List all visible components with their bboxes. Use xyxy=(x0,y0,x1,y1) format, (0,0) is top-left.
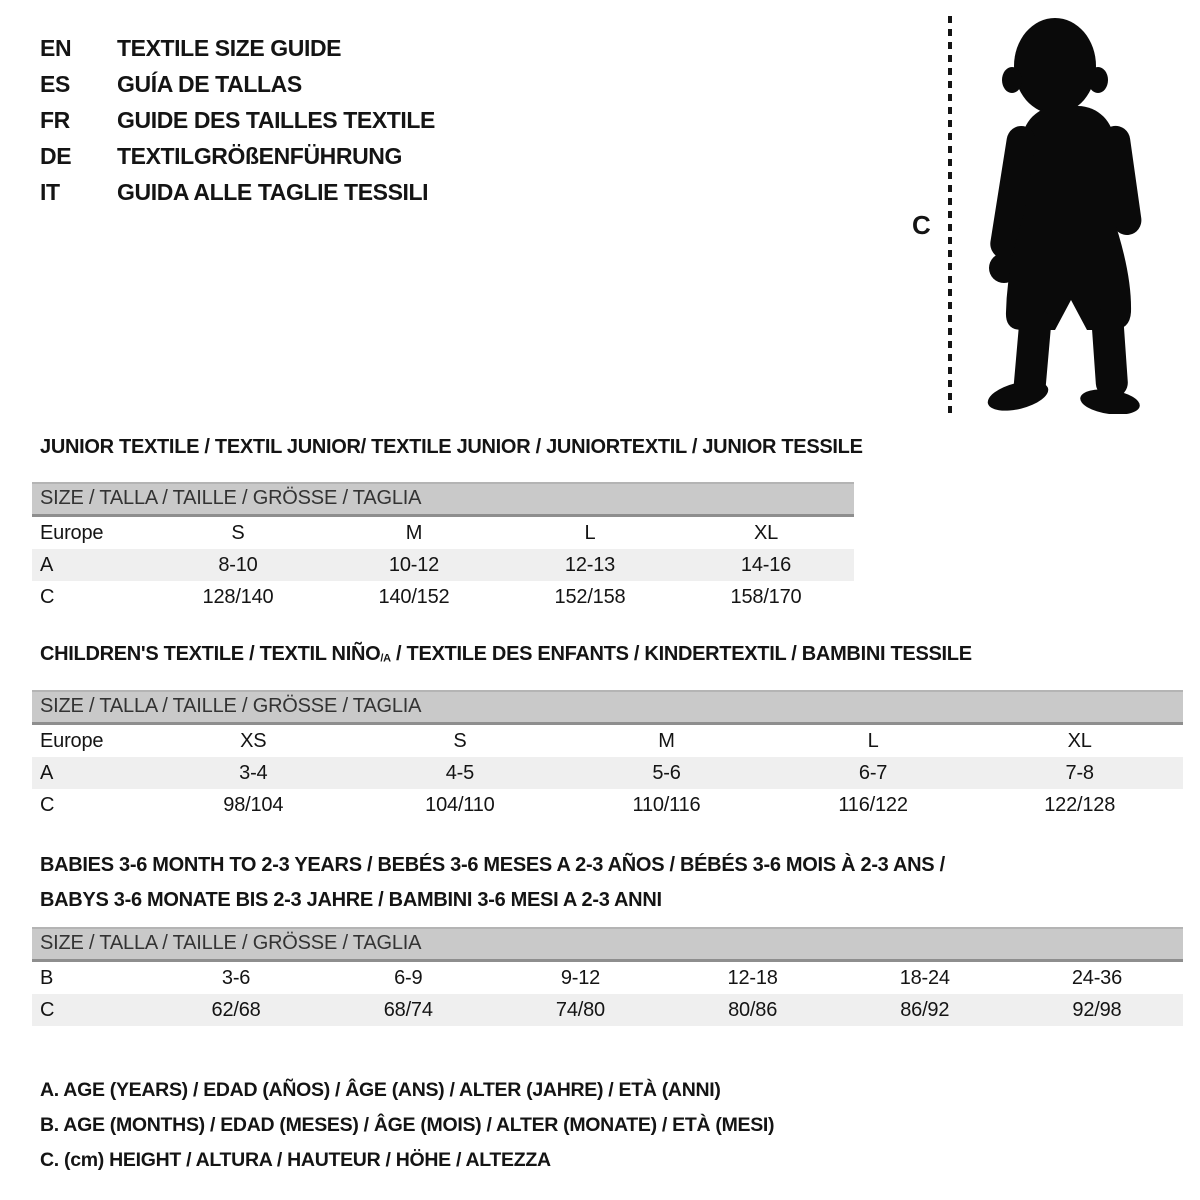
table-row xyxy=(32,517,854,549)
language-code: DE xyxy=(40,143,72,169)
language-row xyxy=(40,66,435,102)
table-row xyxy=(32,549,854,581)
table-cell: 5-6 xyxy=(652,761,681,784)
table-cell: 3-4 xyxy=(239,761,268,784)
section-title-junior xyxy=(40,436,863,458)
table-cell: 9-12 xyxy=(560,966,601,989)
table-cell: 4-5 xyxy=(445,761,475,784)
size-table-babies xyxy=(32,927,1183,1026)
language-title: TEXTILE SIZE GUIDE xyxy=(117,35,342,61)
title-text: BABIES 3-6 MONTH TO 2-3 YEARS / BEBÉS 3-6 MESES A 2-3 AÑOS / BÉBÉS 3-6 MOIS À 2-3 ANS / xyxy=(40,854,945,876)
table-cell: 80/86 xyxy=(728,998,778,1021)
table-cell: 110/116 xyxy=(632,793,701,816)
table-cell: 140/152 xyxy=(378,585,450,608)
section-title-line xyxy=(40,436,863,458)
language-code: FR xyxy=(40,107,70,133)
language-row xyxy=(40,138,435,174)
language-code: IT xyxy=(40,179,60,205)
footnote-line: C. (cm) HEIGHT / ALTURA / HAUTEUR / HÖHE / ALTEZZA xyxy=(40,1149,551,1171)
table-cell: 98/104 xyxy=(223,793,284,816)
row-label: B xyxy=(40,966,54,989)
table-cell: XL xyxy=(1067,729,1092,752)
table-cell: 86/92 xyxy=(900,998,950,1021)
size-header-band: SIZE / TALLA / TAILLE / GRÖSSE / TAGLIA xyxy=(32,690,1183,725)
table-cell: 104/110 xyxy=(425,793,495,816)
title-text: BABYS 3-6 MONATE BIS 2-3 JAHRE / BAMBINI 3-6 MESI A 2-3 ANNI xyxy=(40,889,662,911)
language-code: ES xyxy=(40,71,70,97)
section-title-line xyxy=(40,643,972,669)
language-title: GUÍA DE TALLAS xyxy=(117,71,302,97)
table-cell: 128/140 xyxy=(202,585,274,608)
row-label: C xyxy=(40,793,55,816)
table-cell: 68/74 xyxy=(383,998,433,1021)
table-cell: L xyxy=(584,521,596,544)
table-cell: 14-16 xyxy=(740,553,792,576)
footnotes xyxy=(40,1073,774,1178)
size-table-children xyxy=(32,690,1183,821)
language-code: EN xyxy=(40,35,72,61)
table-cell: 24-36 xyxy=(1071,966,1123,989)
title-text: / TEXTILE DES ENFANTS / KINDERTEXTIL / BAMBINI TESSILE xyxy=(390,643,972,665)
size-table-junior xyxy=(32,482,854,613)
size-header-band: SIZE / TALLA / TAILLE / GRÖSSE / TAGLIA xyxy=(32,482,854,517)
title-text: /A xyxy=(380,652,391,665)
language-row xyxy=(40,30,435,66)
title-text: CHILDREN'S TEXTILE / TEXTIL NIÑO xyxy=(40,643,381,665)
section-title-children xyxy=(40,643,972,669)
language-title-list xyxy=(40,30,435,210)
table-cell: 18-24 xyxy=(899,966,950,989)
language-title: GUIDA ALLE TAGLIE TESSILI xyxy=(117,179,429,205)
table-row xyxy=(32,962,1183,994)
table-cell: L xyxy=(867,729,879,752)
table-cell: 152/158 xyxy=(554,585,626,608)
table-cell: XS xyxy=(240,729,267,752)
table-row xyxy=(32,789,1183,821)
toddler-silhouette-icon xyxy=(960,14,1150,414)
footnote-line: B. AGE (MONTHS) / EDAD (MESES) / ÂGE (MOIS) / ALTER (MONATE) / ETÀ (MESI) xyxy=(40,1114,775,1136)
table-row xyxy=(32,757,1183,789)
row-label: Europe xyxy=(40,729,104,752)
table-cell: 92/98 xyxy=(1072,998,1122,1021)
row-label: A xyxy=(40,553,54,576)
table-cell: 7-8 xyxy=(1065,761,1094,784)
table-cell: 12-13 xyxy=(564,553,616,576)
table-cell: 10-12 xyxy=(388,553,440,576)
table-cell: XL xyxy=(753,521,779,544)
table-cell: 74/80 xyxy=(555,998,605,1021)
table-cell: 158/170 xyxy=(730,585,802,608)
height-measure-label: C xyxy=(912,210,931,240)
section-title-line xyxy=(40,883,945,918)
table-cell: S xyxy=(231,521,245,544)
language-row xyxy=(40,174,435,210)
section-title-babies xyxy=(40,848,945,918)
footnote-line: A. AGE (YEARS) / EDAD (AÑOS) / ÂGE (ANS) / ALTER (JAHRE) / ETÀ (ANNI) xyxy=(40,1079,721,1101)
language-row xyxy=(40,102,435,138)
table-cell: M xyxy=(658,729,675,752)
language-title: TEXTILGRÖßENFÜHRUNG xyxy=(117,143,402,169)
table-cell: 12-18 xyxy=(727,966,778,989)
table-cell: M xyxy=(405,521,423,544)
section-title-line xyxy=(40,848,945,883)
row-label: A xyxy=(40,761,54,784)
row-label: Europe xyxy=(40,521,104,544)
row-label: C xyxy=(40,585,55,608)
height-dashed-line xyxy=(948,16,952,414)
title-text: JUNIOR TEXTILE / TEXTIL JUNIOR/ TEXTILE JUNIOR / JUNIORTEXTIL / JUNIOR TESSILE xyxy=(40,436,863,458)
table-cell: 8-10 xyxy=(218,553,258,576)
table-cell: 62/68 xyxy=(211,998,261,1021)
table-cell: 122/128 xyxy=(1044,793,1116,816)
table-cell: 6-7 xyxy=(858,761,888,784)
language-title: GUIDE DES TAILLES TEXTILE xyxy=(117,107,435,133)
table-cell: 6-9 xyxy=(394,966,423,989)
table-cell: 3-6 xyxy=(221,966,251,989)
table-cell: 116/122 xyxy=(838,793,908,816)
table-cell: S xyxy=(453,729,467,752)
table-row xyxy=(32,581,854,613)
row-label: C xyxy=(40,998,55,1021)
table-row xyxy=(32,994,1183,1026)
table-row xyxy=(32,725,1183,757)
size-header-band: SIZE / TALLA / TAILLE / GRÖSSE / TAGLIA xyxy=(32,927,1183,962)
